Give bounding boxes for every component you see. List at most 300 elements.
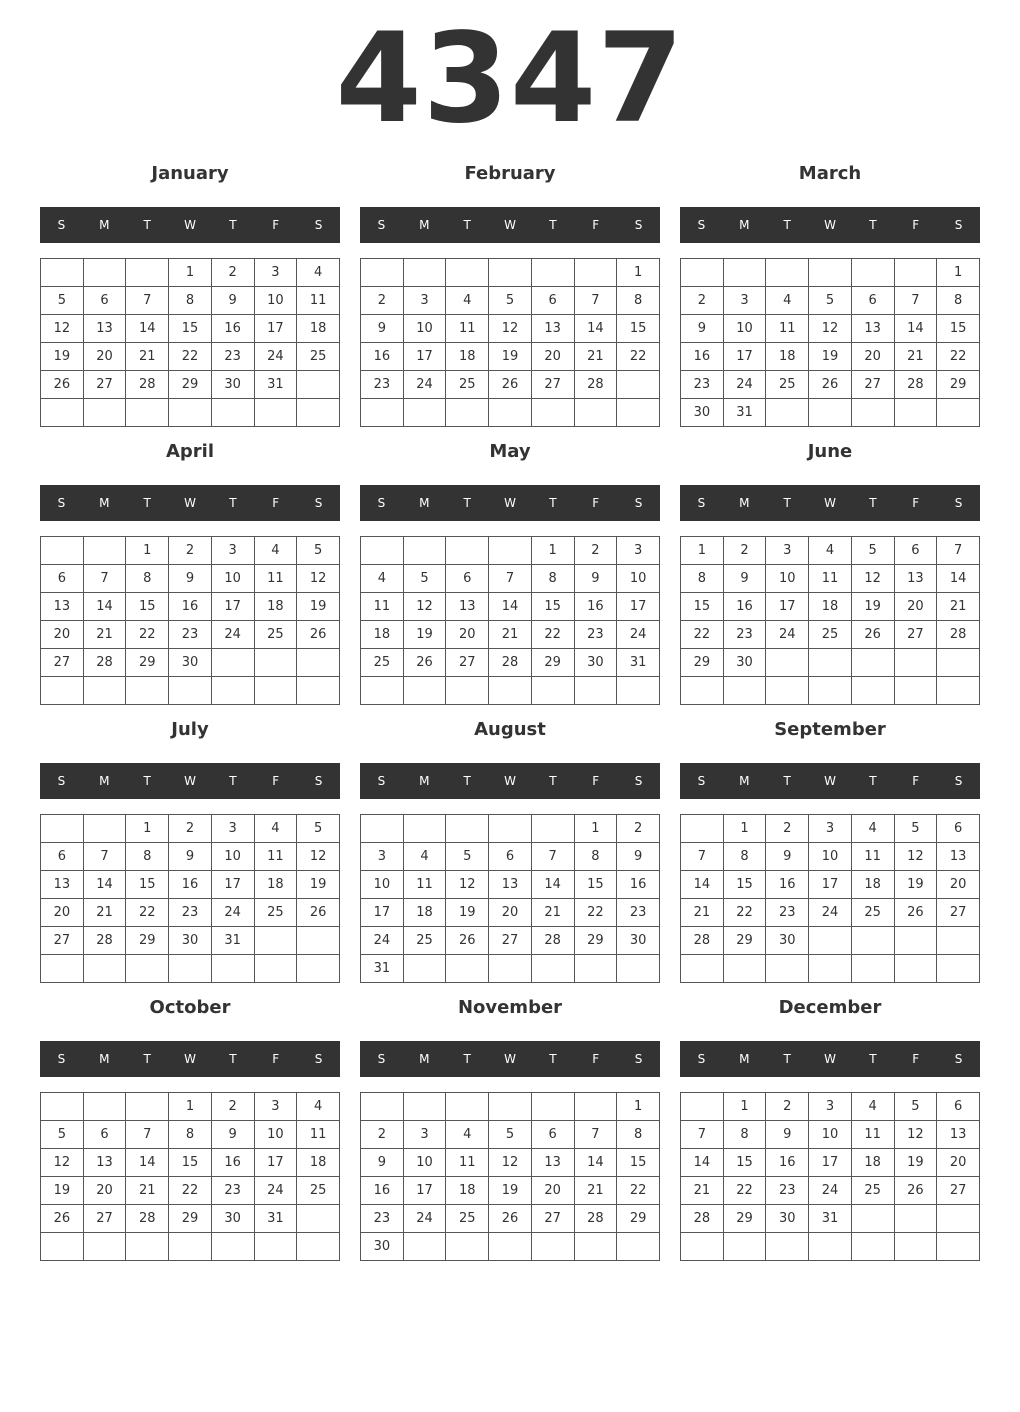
day-cell: 10 [809, 1121, 852, 1149]
week-row [681, 399, 980, 427]
day-cell: 30 [681, 399, 724, 427]
month-name: December [778, 997, 882, 1018]
day-cell: 3 [766, 537, 809, 565]
day-cell: 3 [211, 537, 254, 565]
weekday-header [40, 1041, 340, 1077]
weekday-label: T [869, 774, 877, 788]
day-cell: 28 [126, 1205, 169, 1233]
day-cell: 1 [617, 1093, 660, 1121]
week-row [41, 871, 340, 899]
day-cell: 5 [297, 815, 340, 843]
day-cell: 11 [403, 871, 446, 899]
day-cell: 2 [211, 1093, 254, 1121]
day-cell [617, 677, 660, 705]
week-row [361, 1205, 660, 1233]
day-cell: 6 [83, 1121, 126, 1149]
day-cell [766, 1233, 809, 1261]
day-cell: 26 [297, 621, 340, 649]
day-cell: 10 [254, 287, 297, 315]
day-cell [531, 399, 574, 427]
day-cell [894, 1205, 937, 1233]
day-cell [297, 399, 340, 427]
day-grid [680, 258, 980, 427]
day-cell [851, 259, 894, 287]
day-cell: 30 [211, 1205, 254, 1233]
weekday-label: T [549, 496, 557, 510]
day-cell: 18 [254, 871, 297, 899]
day-cell: 25 [297, 343, 340, 371]
day-cell: 21 [681, 1177, 724, 1205]
week-row [41, 955, 340, 983]
day-cell: 21 [894, 343, 937, 371]
day-cell: 23 [766, 1177, 809, 1205]
day-cell [254, 677, 297, 705]
weekday-label: W [824, 1052, 836, 1066]
day-cell [851, 927, 894, 955]
week-row [681, 1093, 980, 1121]
day-cell: 15 [126, 871, 169, 899]
weekday-header [680, 763, 980, 799]
day-cell [489, 399, 532, 427]
month-name: January [151, 163, 229, 184]
weekday-label: S [377, 1052, 386, 1066]
day-cell: 8 [617, 1121, 660, 1149]
weekday-label: T [463, 218, 471, 232]
day-cell: 23 [574, 621, 617, 649]
day-cell [937, 927, 980, 955]
day-cell [41, 399, 84, 427]
day-cell: 7 [574, 287, 617, 315]
day-cell: 11 [446, 1149, 489, 1177]
day-cell: 19 [851, 593, 894, 621]
day-cell: 21 [574, 343, 617, 371]
week-row [681, 843, 980, 871]
day-cell [83, 815, 126, 843]
day-cell: 21 [126, 343, 169, 371]
weekday-header [680, 1041, 980, 1077]
day-cell [809, 955, 852, 983]
day-grid [40, 814, 340, 983]
day-cell: 28 [894, 371, 937, 399]
day-cell [574, 399, 617, 427]
weekday-label: W [824, 496, 836, 510]
day-cell: 5 [894, 1093, 937, 1121]
weekday-label: F [912, 496, 920, 510]
day-cell [531, 259, 574, 287]
day-cell: 17 [211, 593, 254, 621]
day-cell [41, 1233, 84, 1261]
day-cell: 4 [254, 815, 297, 843]
weekday-label: M [99, 496, 110, 510]
day-cell: 5 [41, 1121, 84, 1149]
weekday-label: M [739, 218, 750, 232]
day-cell: 16 [169, 593, 212, 621]
day-cell: 5 [489, 1121, 532, 1149]
day-cell: 31 [211, 927, 254, 955]
day-cell: 30 [617, 927, 660, 955]
day-cell: 13 [937, 1121, 980, 1149]
day-cell [617, 371, 660, 399]
week-row [41, 1205, 340, 1233]
day-cell: 17 [809, 871, 852, 899]
day-cell: 8 [617, 287, 660, 315]
weekday-label: S [314, 774, 323, 788]
weekday-label: W [184, 774, 196, 788]
weekday-header [40, 485, 340, 521]
week-row [681, 955, 980, 983]
day-cell: 6 [489, 843, 532, 871]
weekday-label: W [824, 774, 836, 788]
day-cell [403, 815, 446, 843]
day-cell: 20 [851, 343, 894, 371]
weekday-label: W [504, 1052, 516, 1066]
day-cell: 2 [211, 259, 254, 287]
day-cell: 11 [766, 315, 809, 343]
month-name: November [457, 997, 563, 1018]
week-row [681, 287, 980, 315]
day-cell [446, 815, 489, 843]
month-name: April [165, 441, 215, 462]
day-cell: 5 [446, 843, 489, 871]
week-row [361, 1149, 660, 1177]
day-cell: 4 [361, 565, 404, 593]
day-cell: 4 [446, 1121, 489, 1149]
day-cell: 27 [41, 649, 84, 677]
day-cell: 22 [169, 343, 212, 371]
week-row [41, 621, 340, 649]
day-cell [489, 815, 532, 843]
day-cell: 11 [809, 565, 852, 593]
day-cell [851, 677, 894, 705]
day-cell: 18 [361, 621, 404, 649]
weekday-label: S [954, 218, 963, 232]
weekday-label: M [419, 218, 430, 232]
day-cell: 8 [574, 843, 617, 871]
week-row [681, 677, 980, 705]
day-cell: 15 [574, 871, 617, 899]
day-cell: 9 [169, 565, 212, 593]
day-cell: 14 [937, 565, 980, 593]
day-cell: 1 [574, 815, 617, 843]
day-cell: 2 [766, 815, 809, 843]
day-cell [254, 927, 297, 955]
day-cell: 20 [531, 1177, 574, 1205]
day-cell: 3 [403, 1121, 446, 1149]
day-cell: 16 [723, 593, 766, 621]
day-cell [809, 927, 852, 955]
month-name: February [464, 163, 556, 184]
day-cell [361, 815, 404, 843]
day-cell: 23 [211, 343, 254, 371]
week-row [41, 1093, 340, 1121]
day-cell [126, 399, 169, 427]
day-cell: 6 [41, 565, 84, 593]
weekday-label: F [272, 774, 280, 788]
day-cell [211, 955, 254, 983]
day-cell: 21 [531, 899, 574, 927]
day-cell: 12 [851, 565, 894, 593]
day-cell: 22 [531, 621, 574, 649]
day-cell: 24 [211, 899, 254, 927]
day-cell: 13 [937, 843, 980, 871]
day-cell: 25 [403, 927, 446, 955]
day-cell [851, 1205, 894, 1233]
day-cell: 6 [937, 1093, 980, 1121]
day-cell [574, 259, 617, 287]
day-cell: 25 [766, 371, 809, 399]
weekday-label: F [272, 218, 280, 232]
day-cell: 9 [766, 843, 809, 871]
day-cell: 4 [851, 815, 894, 843]
weekday-label: S [314, 218, 323, 232]
week-row [41, 371, 340, 399]
day-cell: 27 [41, 927, 84, 955]
day-cell: 2 [766, 1093, 809, 1121]
day-cell [894, 259, 937, 287]
day-cell: 11 [254, 843, 297, 871]
day-cell: 13 [41, 593, 84, 621]
weekday-header [360, 1041, 660, 1077]
weekday-label: T [783, 496, 791, 510]
day-cell: 10 [361, 871, 404, 899]
weekday-label: F [272, 1052, 280, 1066]
day-cell [211, 399, 254, 427]
weekday-label: S [634, 774, 643, 788]
weekday-label: M [419, 1052, 430, 1066]
day-cell: 15 [617, 1149, 660, 1177]
day-cell [169, 1233, 212, 1261]
day-cell: 28 [531, 927, 574, 955]
weekday-label: M [419, 774, 430, 788]
day-cell: 22 [937, 343, 980, 371]
day-cell [723, 259, 766, 287]
day-cell: 3 [361, 843, 404, 871]
day-cell: 25 [851, 899, 894, 927]
day-cell [83, 1093, 126, 1121]
day-cell [126, 955, 169, 983]
week-row [41, 899, 340, 927]
day-cell: 27 [83, 371, 126, 399]
day-cell: 7 [489, 565, 532, 593]
day-cell [851, 649, 894, 677]
day-cell: 24 [617, 621, 660, 649]
month-name: May [489, 441, 531, 462]
day-cell: 23 [766, 899, 809, 927]
day-cell [41, 955, 84, 983]
weekday-label: S [954, 1052, 963, 1066]
day-cell [361, 1093, 404, 1121]
day-cell: 16 [574, 593, 617, 621]
day-cell: 22 [126, 621, 169, 649]
day-cell: 20 [894, 593, 937, 621]
day-cell [489, 955, 532, 983]
week-row [41, 287, 340, 315]
weekday-label: T [549, 774, 557, 788]
day-cell: 2 [617, 815, 660, 843]
day-cell [83, 1233, 126, 1261]
day-cell: 3 [809, 1093, 852, 1121]
day-cell: 4 [766, 287, 809, 315]
week-row [361, 1233, 660, 1261]
day-cell: 17 [211, 871, 254, 899]
day-grid [680, 1092, 980, 1261]
day-cell [489, 537, 532, 565]
day-grid [360, 1092, 660, 1261]
day-cell: 1 [169, 1093, 212, 1121]
week-row [361, 815, 660, 843]
day-cell: 18 [297, 315, 340, 343]
day-cell: 16 [766, 1149, 809, 1177]
day-cell: 12 [489, 1149, 532, 1177]
day-cell: 27 [489, 927, 532, 955]
day-cell: 13 [83, 315, 126, 343]
day-cell: 17 [723, 343, 766, 371]
day-cell: 24 [723, 371, 766, 399]
day-cell: 6 [446, 565, 489, 593]
day-cell: 5 [297, 537, 340, 565]
day-cell [403, 677, 446, 705]
day-cell [489, 259, 532, 287]
day-cell: 1 [723, 1093, 766, 1121]
day-cell: 5 [41, 287, 84, 315]
day-cell: 7 [937, 537, 980, 565]
week-row [361, 343, 660, 371]
day-cell [489, 1233, 532, 1261]
day-cell: 19 [297, 593, 340, 621]
day-cell [403, 259, 446, 287]
day-cell: 29 [723, 927, 766, 955]
day-cell [681, 677, 724, 705]
weekday-label: S [377, 774, 386, 788]
week-row [41, 1177, 340, 1205]
day-cell: 8 [723, 843, 766, 871]
day-cell [41, 815, 84, 843]
day-cell: 15 [723, 1149, 766, 1177]
day-cell: 16 [211, 315, 254, 343]
day-cell: 13 [83, 1149, 126, 1177]
day-cell: 15 [681, 593, 724, 621]
day-cell [446, 537, 489, 565]
day-cell: 27 [531, 1205, 574, 1233]
day-cell: 8 [723, 1121, 766, 1149]
day-cell: 25 [254, 621, 297, 649]
day-cell: 2 [361, 287, 404, 315]
day-cell: 3 [723, 287, 766, 315]
day-cell: 18 [254, 593, 297, 621]
day-cell: 15 [126, 593, 169, 621]
day-cell: 7 [574, 1121, 617, 1149]
day-cell [617, 1233, 660, 1261]
day-cell [617, 399, 660, 427]
day-cell [41, 677, 84, 705]
day-cell: 24 [254, 1177, 297, 1205]
day-cell [894, 927, 937, 955]
day-cell: 16 [211, 1149, 254, 1177]
day-cell [41, 259, 84, 287]
day-cell: 19 [446, 899, 489, 927]
week-row [41, 593, 340, 621]
week-row [681, 649, 980, 677]
day-cell: 27 [531, 371, 574, 399]
day-cell [297, 955, 340, 983]
day-cell: 4 [297, 259, 340, 287]
week-row [41, 1121, 340, 1149]
day-cell [297, 371, 340, 399]
weekday-label: S [634, 1052, 643, 1066]
day-cell: 29 [531, 649, 574, 677]
day-cell: 28 [574, 371, 617, 399]
day-cell: 10 [254, 1121, 297, 1149]
week-row [681, 1205, 980, 1233]
week-row [361, 399, 660, 427]
weekday-label: S [314, 1052, 323, 1066]
day-cell: 31 [254, 1205, 297, 1233]
day-cell: 30 [361, 1233, 404, 1261]
day-cell: 31 [617, 649, 660, 677]
day-cell [681, 815, 724, 843]
weekday-label: T [229, 218, 237, 232]
day-cell: 29 [169, 1205, 212, 1233]
day-cell: 9 [574, 565, 617, 593]
day-cell: 27 [83, 1205, 126, 1233]
weekday-label: M [99, 774, 110, 788]
week-row [41, 815, 340, 843]
weekday-label: M [739, 774, 750, 788]
day-cell [851, 1233, 894, 1261]
month-name: August [474, 719, 546, 740]
weekday-label: M [99, 218, 110, 232]
weekday-label: F [912, 774, 920, 788]
day-cell: 1 [531, 537, 574, 565]
day-cell: 2 [574, 537, 617, 565]
day-grid [360, 258, 660, 427]
day-cell: 26 [894, 899, 937, 927]
week-row [361, 871, 660, 899]
weekday-label: S [377, 218, 386, 232]
weekday-label: M [419, 496, 430, 510]
weekday-label: T [783, 218, 791, 232]
day-cell [361, 259, 404, 287]
weekday-label: T [869, 218, 877, 232]
week-row [361, 565, 660, 593]
day-cell: 6 [531, 287, 574, 315]
weekday-label: W [184, 218, 196, 232]
day-cell [617, 955, 660, 983]
day-cell: 26 [297, 899, 340, 927]
day-cell: 5 [894, 815, 937, 843]
day-cell [851, 955, 894, 983]
day-grid [360, 536, 660, 705]
day-cell: 11 [361, 593, 404, 621]
day-cell [937, 955, 980, 983]
day-cell: 22 [723, 899, 766, 927]
day-cell [531, 677, 574, 705]
weekday-label: F [592, 496, 600, 510]
day-cell: 12 [809, 315, 852, 343]
day-cell: 12 [297, 843, 340, 871]
week-row [681, 1121, 980, 1149]
day-cell: 30 [723, 649, 766, 677]
day-cell: 1 [126, 815, 169, 843]
day-cell [531, 1093, 574, 1121]
month-name: June [807, 441, 853, 462]
day-cell: 26 [489, 1205, 532, 1233]
day-cell: 24 [809, 1177, 852, 1205]
day-cell [446, 677, 489, 705]
day-cell: 30 [574, 649, 617, 677]
day-cell: 7 [126, 1121, 169, 1149]
day-cell: 6 [83, 287, 126, 315]
